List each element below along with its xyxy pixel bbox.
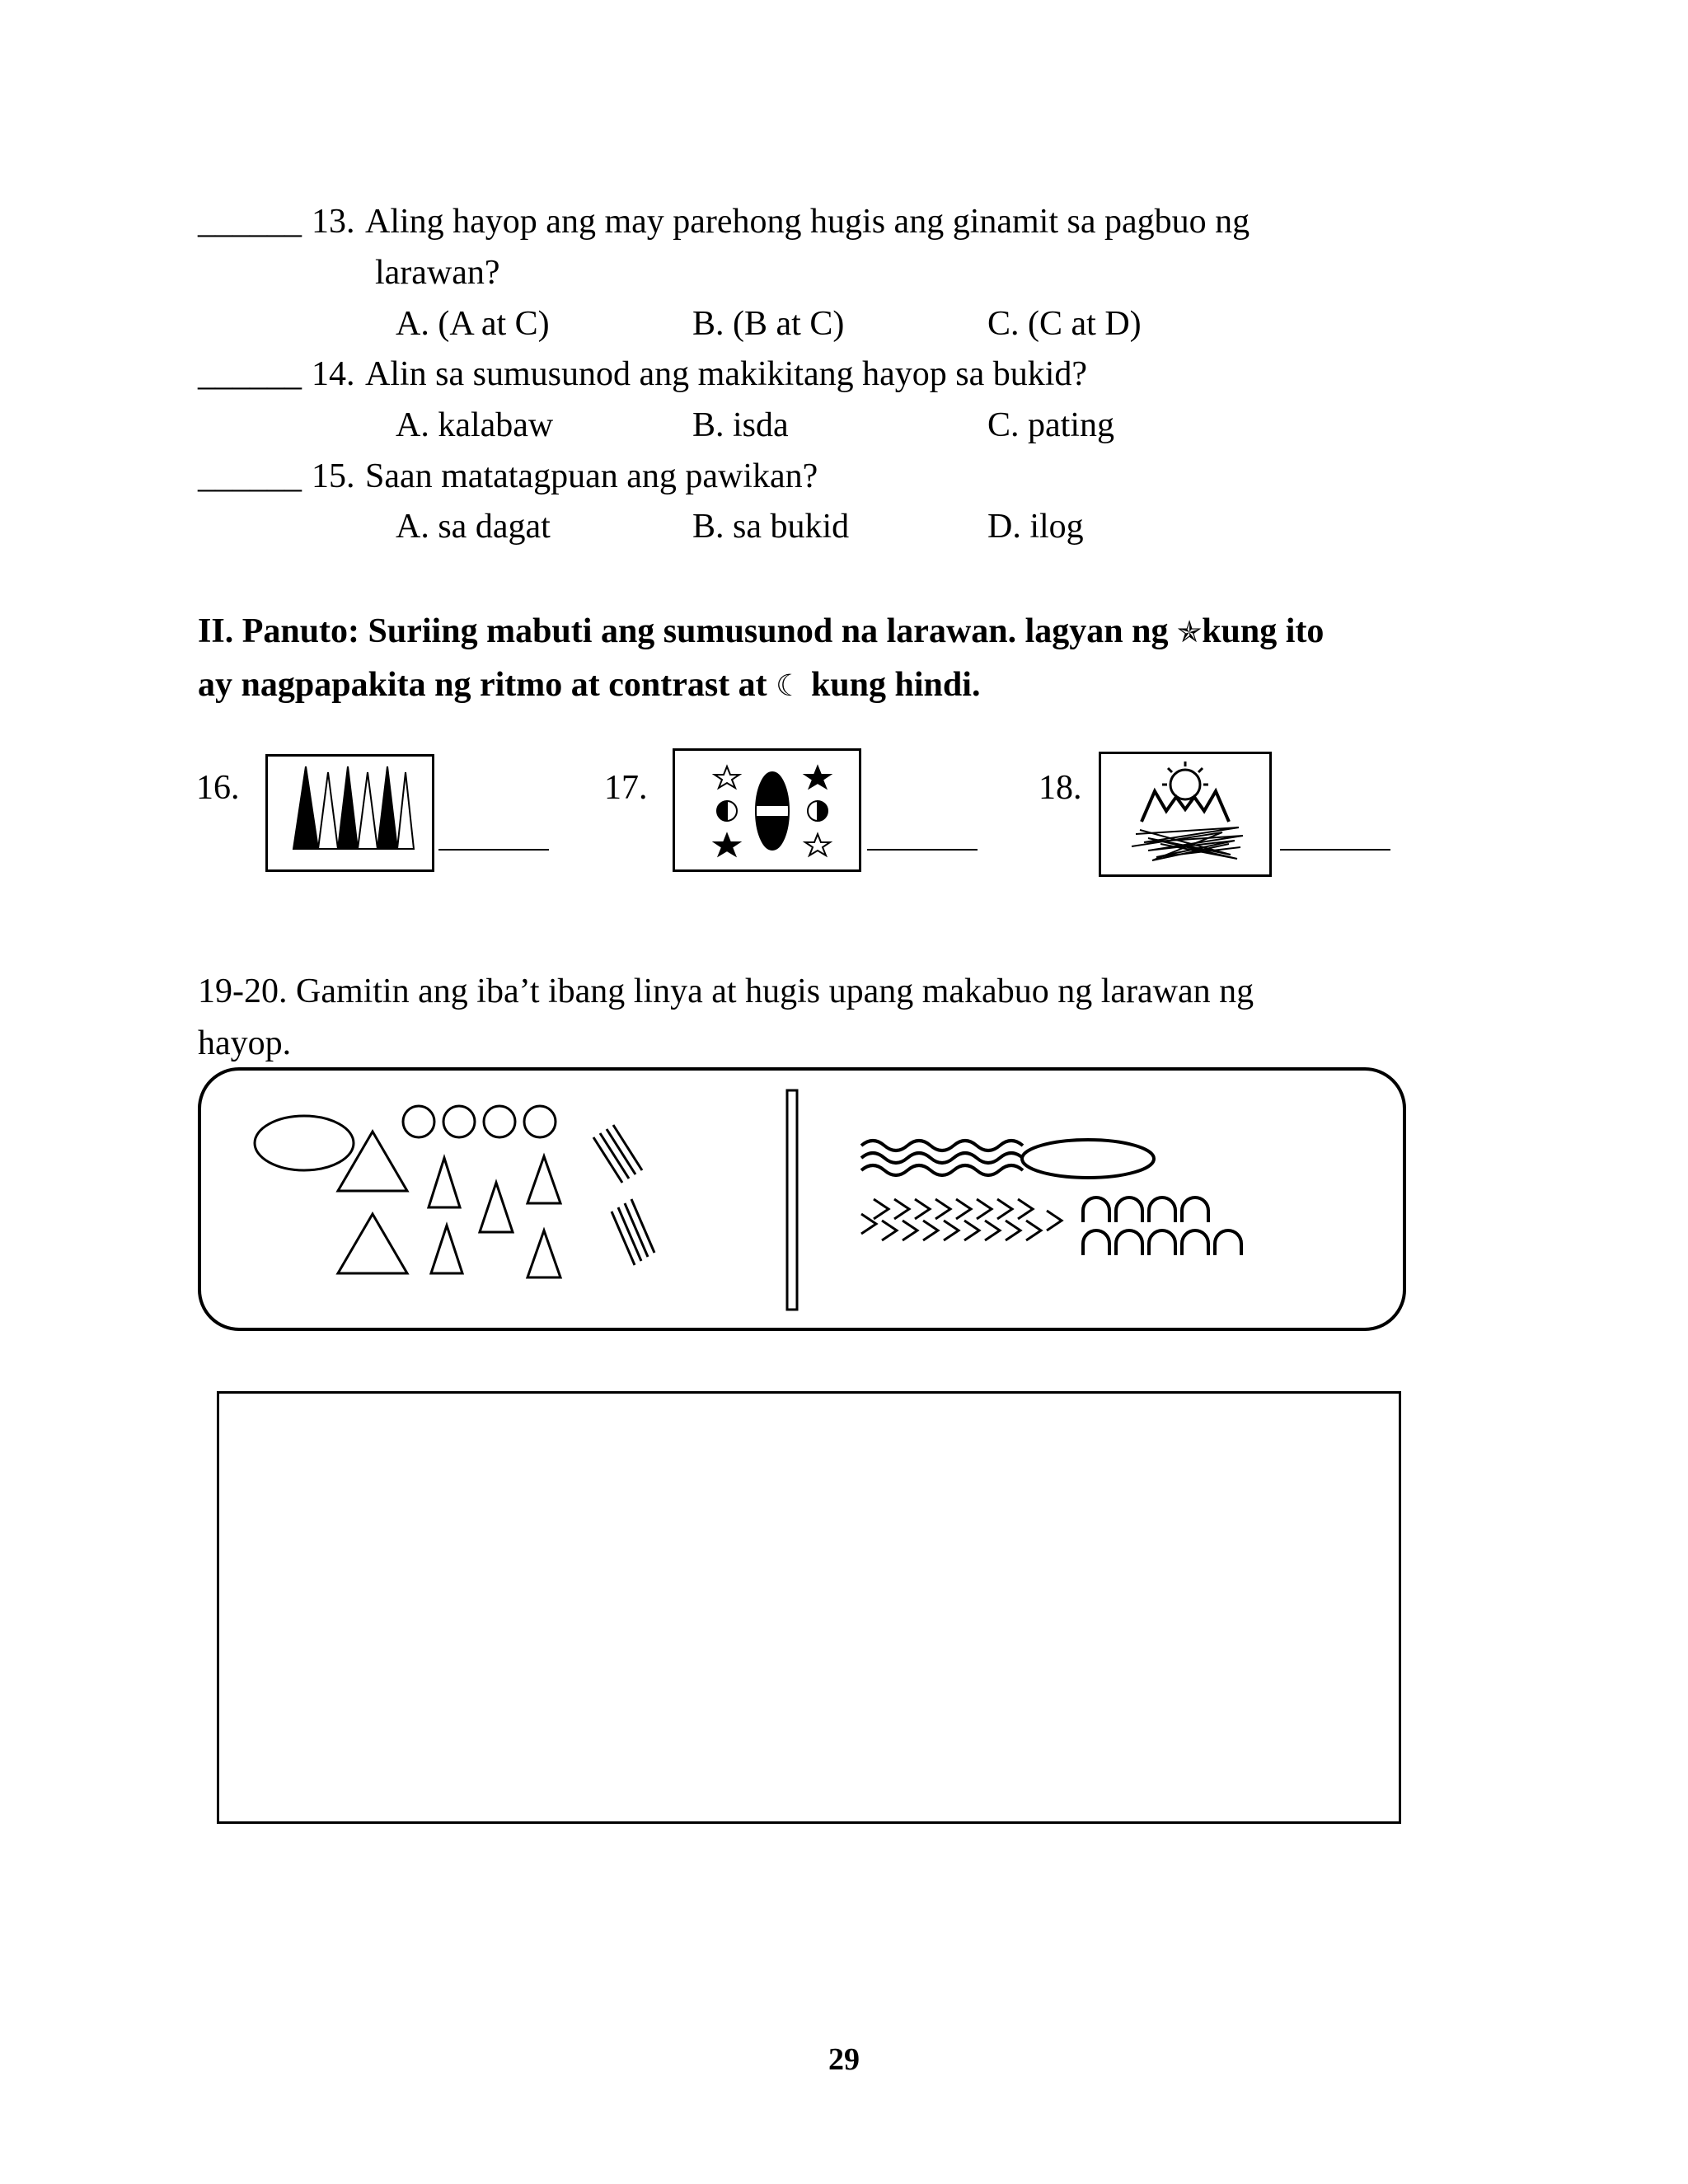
q13-text-cont: larawan? (375, 254, 500, 292)
q13-number: 13. (312, 203, 355, 241)
triangle-shape (480, 1183, 513, 1232)
oval-shape (1022, 1140, 1154, 1178)
section2-instruction-line1 (198, 614, 1324, 649)
instruction-text-a: II. Panuto: Suriing mabuti ang sumusunod na larawan. lagyan ng (198, 612, 1169, 650)
triangle-shape (528, 1156, 560, 1203)
q15-blank[interactable]: ______ (198, 457, 302, 495)
q15-choice-d: D. ilog (987, 508, 1084, 546)
circle-shape (403, 1106, 434, 1137)
drawing-answer-box[interactable] (217, 1391, 1401, 1824)
triangle-shape (429, 1158, 460, 1207)
q15-number: 15. (312, 457, 355, 495)
triangle-shape (431, 1226, 462, 1273)
q14-choice-a: A. kalabaw (396, 406, 554, 444)
q13-blank[interactable]: ______ (198, 203, 302, 241)
circle-shape (443, 1106, 475, 1137)
sun-mountain-scribble-icon (1099, 752, 1272, 877)
circle-shape (484, 1106, 515, 1137)
oval-shape (255, 1116, 354, 1170)
item16-answer-blank[interactable] (438, 849, 549, 851)
divider-bar (787, 1090, 797, 1310)
instruction-text-c: ay nagpapakita ng ritmo at contrast at (198, 666, 767, 704)
q15-choice-a: A. sa dagat (396, 508, 551, 546)
q13-choice-c: C. (C at D) (987, 305, 1142, 343)
q13-choice-b: B. (B at C) (692, 305, 845, 343)
q15-choice-b: B. sa bukid (692, 508, 850, 546)
item16-number: 16. (196, 769, 240, 807)
star-icon: ✯ (1177, 616, 1203, 649)
item18-picture-frame (1099, 752, 1272, 877)
diagonal-lines-shape (593, 1125, 642, 1183)
stars-ovals-pattern-icon (673, 748, 861, 872)
section2-instruction-line2 (198, 668, 980, 702)
q14-choice-b: B. isda (692, 406, 789, 444)
page-number: 29 (828, 2042, 860, 2077)
moon-icon: ☾ (776, 669, 803, 703)
instruction-text-d: kung hindi. (810, 666, 981, 704)
q14-text: Alin sa sumusunod ang makikitang hayop sa bukid? (365, 355, 1088, 393)
item18-number: 18. (1039, 769, 1082, 807)
q19-20-text-line1: 19-20. Gamitin ang iba’t ibang linya at hugis upang makabuo ng larawan ng (198, 972, 1254, 1010)
shapes-reference-drawing (198, 1067, 1406, 1331)
triangle-shape (338, 1214, 407, 1273)
shapes-reference-box (198, 1067, 1406, 1331)
item16-picture-frame (265, 754, 434, 872)
item18-answer-blank[interactable] (1280, 849, 1390, 851)
instruction-text-b: kung ito (1202, 612, 1325, 650)
q14-number: 14. (312, 355, 355, 393)
item17-answer-blank[interactable] (867, 849, 978, 851)
circle-shape (524, 1106, 556, 1137)
diagonal-lines-shape (612, 1199, 654, 1265)
triangle-shape (528, 1230, 560, 1277)
q14-choice-c: C. pating (987, 406, 1114, 444)
q19-20-text-line2: hayop. (198, 1024, 292, 1062)
item17-number: 17. (604, 769, 648, 807)
triangle-shape (338, 1132, 407, 1191)
zigzag-lines-shape (861, 1199, 1062, 1240)
wavy-lines-shape (861, 1141, 1023, 1175)
q14-blank[interactable]: ______ (198, 355, 302, 393)
arch-shapes (1083, 1197, 1241, 1255)
triangles-pattern-icon (265, 754, 434, 872)
q15-text: Saan matatagpuan ang pawikan? (365, 457, 818, 495)
item17-picture-frame (673, 748, 861, 872)
q13-choice-a: A. (A at C) (396, 305, 550, 343)
q13-text: Aling hayop ang may parehong hugis ang ginamit sa pagbuo ng (365, 203, 1250, 241)
